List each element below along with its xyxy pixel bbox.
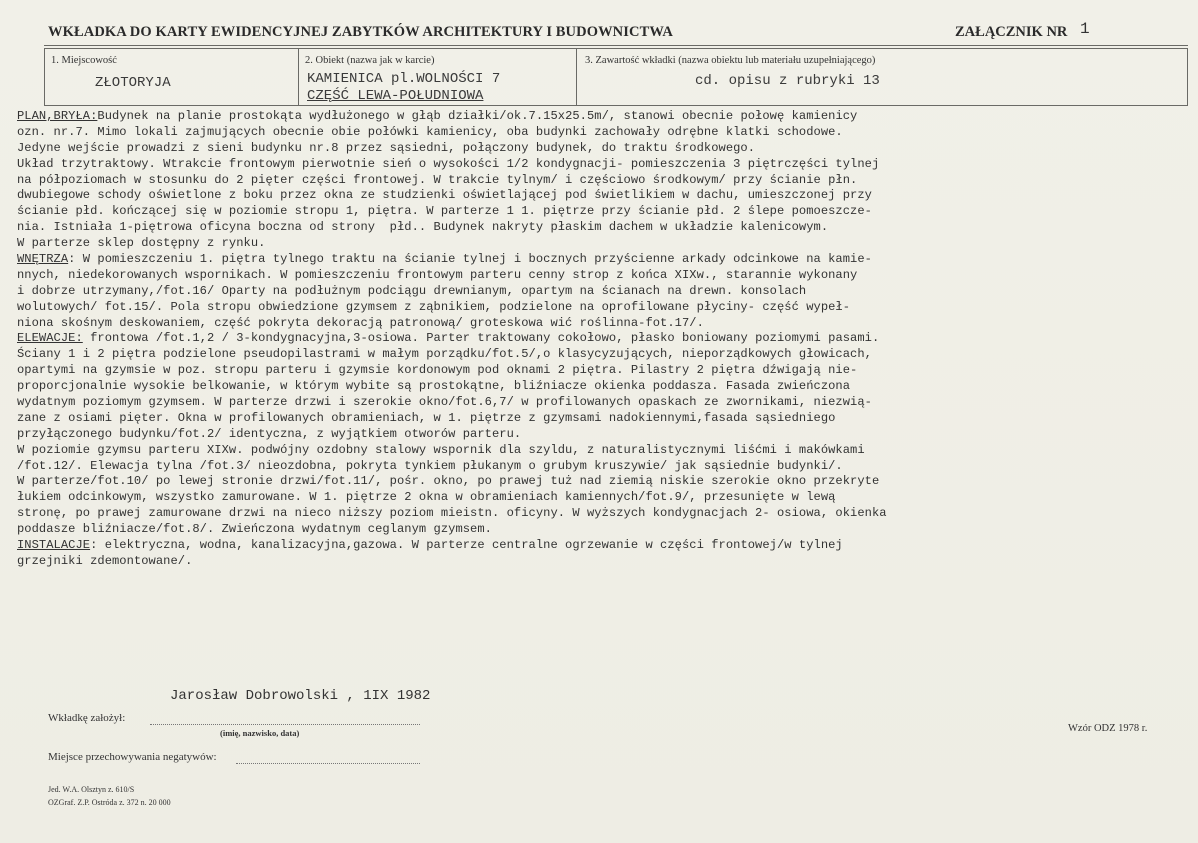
- description-text-run: /fot.12/. Elewacja tylna /fot.3/ nieozdobna, pokryta tynkiem płukanym o grubym kruszywie/ jak sąsiednie budynki/.: [17, 458, 843, 473]
- card-title: WKŁADKA DO KARTY EWIDENCYJNEJ ZABYTKÓW ARCHITEKTURY I BUDOWNICTWA: [48, 24, 673, 40]
- description-text-run: nnych, niedekorowanych wspornikach. W pomieszczeniu frontowym parteru cenny strop z końca XIXw., starannie wykonany: [17, 267, 858, 282]
- description-text-run: łukiem odcinkowym, wszystko zamurowane. W 1. piętrze 2 okna w obramieniach kamiennych/fot.9/, przesunięte w lewą: [17, 490, 836, 505]
- description-text-run: na półpoziomach w stosunku do 2 pięter części frontowej. W trakcie tylnym/ i częściowo środkowym/ przy ścianie płn.: [17, 172, 858, 187]
- description-line: [17, 204, 1193, 220]
- description-text-run: opartymi na gzymsie w poz. stropu parteru i gzymsie kordonowym pod oknami 2 piętra. Pilastry 2 piętra dźwigają nie-: [17, 363, 858, 378]
- description-text-run: stronę, po prawej zamurowane drzwi na nieco niższy poziom mieistn. oficyny. W wyższych kondygnacjach 2- osiowa, okienka: [17, 506, 887, 521]
- filed-by-label: Wkładkę założył:: [48, 712, 126, 724]
- description-text-run: : elektryczna, wodna, kanalizacyjna,gazowa. W parterze centralne ogrzewanie w części frontowej/w tylnej: [90, 538, 843, 553]
- description-line: [17, 363, 1193, 379]
- description-text-run: wydatnym poziomym gzymsem. W parterze drzwi i szerokie okno/fot.6,7/ w profilowanych opaskach ze zwornikami, niezwią-: [17, 395, 872, 410]
- field-content-label: 3. Zawartość wkładki (nazwa obiektu lub materiału uzupełniającego): [585, 55, 876, 66]
- description-text-run: niona skośnym deskowaniem, część pokryta dekoracją patronową/ groteskowa wić roślinna-fot.17/.: [17, 315, 704, 330]
- field-object-value-line1: KAMIENICA pl.WOLNOŚCI 7: [307, 71, 501, 87]
- description-text-run: grzejniki zdemontowane/.: [17, 553, 193, 568]
- print-info-line1: Jed. W.A. Olsztyn z. 610/S: [48, 785, 135, 794]
- description-line: [17, 157, 1193, 173]
- description-line: [17, 490, 1193, 506]
- description-line: [17, 395, 1193, 411]
- description-text-run: i dobrze utrzymany,/fot.16/ Oparty na podłużnym podciągu drewnianym, opartym na ścianach na drewn. konsolach: [17, 283, 807, 298]
- description-text-run: wolutowych/ fot.15/. Pola stropu obwiedzione gzymsem z ząbnikiem, podzielone na oprofilowane płyciny- część wypeł-: [17, 299, 851, 314]
- field-content-value: cd. opisu z rubryki 13: [695, 73, 880, 89]
- description-line: [17, 268, 1193, 284]
- description-line: [17, 236, 1193, 252]
- description-line: [17, 252, 1193, 268]
- field-content: [576, 48, 1188, 106]
- section-heading: WNĘTRZA: [17, 252, 69, 267]
- description-line: [17, 284, 1193, 300]
- field-object-value-line2: CZĘŚĆ LEWA-POŁUDNIOWA: [307, 88, 484, 104]
- description-text-run: W parterze/fot.10/ po lewej stronie drzwi/fot.11/, pośr. okno, po prawej tuż nad ziemią niskie szerokie okno przekryte: [17, 474, 880, 489]
- description-text-run: poddasze bliźniacze/fot.8/. Zwieńczona wydatnym ceglanym gzymsem.: [17, 522, 492, 537]
- header-rule: [44, 45, 1188, 46]
- field-locality: [44, 48, 299, 106]
- description-text-run: zane z osiami pięter. Okna w profilowanych obramieniach, w 1. piętrze z gzymsami nadokiennymi,fasada sąsiedniego: [17, 410, 836, 425]
- description-text: [17, 109, 1193, 570]
- description-text-run: Ściany 1 i 2 piętra podzielone pseudopilastrami w małym porządku/fot.5/,o klasycyzujących, nieporządkowych głowicach,: [17, 347, 872, 362]
- description-text-run: Jedyne wejście prowadzi z sieni budynku nr.8 przez sąsiedni, połączony budynek, do traktu środkowego.: [17, 140, 756, 155]
- description-line: [17, 331, 1193, 347]
- description-line: [17, 109, 1193, 125]
- description-line: [17, 141, 1193, 157]
- field-locality-label: 1. Miejscowość: [51, 55, 117, 66]
- description-line: [17, 347, 1193, 363]
- description-text-run: Układ trzytraktowy. Wtrakcie frontowym pierwotnie sień o wysokości 1/2 kondygnacji- pomieszczenia 3 piętrczęści tylnej: [17, 156, 880, 171]
- description-text-run: przyłączonego budynku/fot.2/ identyczna, z wyjątkiem otworów parteru.: [17, 426, 522, 441]
- description-line: [17, 538, 1193, 554]
- annex-number: 1: [1080, 20, 1090, 38]
- print-info-line2: OZGraf. Z.P. Ostróda z. 372 n. 20 000: [48, 798, 171, 807]
- description-line: [17, 188, 1193, 204]
- signature-typed: Jarosław Dobrowolski , 1IX 1982: [170, 688, 431, 704]
- section-heading: ELEWACJE:: [17, 331, 83, 346]
- description-line: [17, 300, 1193, 316]
- description-text-run: nia. Istniała 1-piętrowa oficyna boczna od strony płd.. Budynek nakryty płaskim dachem w układzie kalenicowym.: [17, 220, 829, 235]
- description-text-run: proporcjonalnie wysokie belkowanie, w którym wybite są prostokątne, bliźniacze okienka poddasza. Fasada zwieńczona: [17, 379, 851, 394]
- description-line: [17, 125, 1193, 141]
- description-text-run: Budynek na planie prostokąta wydłużonego w głąb działki/ok.7.15x25.5m/, stanowi obecnie połowę kamienicy: [97, 109, 858, 123]
- field-locality-value: ZŁOTORYJA: [95, 75, 171, 91]
- description-text-run: : W pomieszczeniu 1. piętra tylnego traktu na ścianie tylnej i bocznych przyścienne arkady odcinkowe na kamie-: [68, 252, 872, 267]
- description-line: [17, 554, 1193, 570]
- description-text-run: W parterze sklep dostępny z rynku.: [17, 236, 266, 251]
- filed-by-hint: (imię, nazwisko, data): [220, 728, 300, 738]
- form-pattern-label: Wzór ODZ 1978 r.: [1068, 723, 1148, 734]
- description-line: [17, 522, 1193, 538]
- description-line: [17, 427, 1193, 443]
- description-text-run: ozn. nr.7. Mimo lokali zajmujących obecnie obie połówki kamienicy, oba budynki zachowały odrębne klatki schodowe.: [17, 124, 843, 139]
- description-line: [17, 316, 1193, 332]
- negatives-dotted-line: [236, 763, 420, 764]
- negatives-label: Miejsce przechowywania negatywów:: [48, 751, 217, 763]
- description-text-run: dwubiegowe schody oświetlone z boku przez okna ze studzienki oświetlającej pod świetlikiem w dachu, umieszczonej przy: [17, 188, 872, 203]
- description-line: [17, 379, 1193, 395]
- description-line: [17, 443, 1193, 459]
- description-text-run: frontowa /fot.1,2 / 3-kondygnacyjna,3-osiowa. Parter traktowany cokołowo, płasko boniowany poziomymi pasami.: [82, 331, 880, 346]
- description-text-run: ścianie płd. kończącej się w poziomie stropu 1, piętra. W parterze 1 1. piętrze przy ścianie płd. 2 ślepe pomoeszcze-: [17, 204, 872, 219]
- description-line: [17, 506, 1193, 522]
- description-line: [17, 459, 1193, 475]
- description-line: [17, 220, 1193, 236]
- section-heading: PLAN,BRYŁA:: [17, 109, 98, 123]
- description-text-run: W poziomie gzymsu parteru XIXw. podwójny ozdobny stalowy wspornik dla szyldu, z naturalistycznymi liśćmi i makówkami: [17, 442, 865, 457]
- filed-by-dotted-line: [150, 724, 420, 725]
- description-line: [17, 411, 1193, 427]
- description-line: [17, 474, 1193, 490]
- annex-label: ZAŁĄCZNIK NR: [955, 24, 1068, 40]
- field-object: [298, 48, 577, 106]
- description-line: [17, 173, 1193, 189]
- section-heading: INSTALACJE: [17, 538, 91, 553]
- field-object-label: 2. Obiekt (nazwa jak w karcie): [305, 55, 435, 66]
